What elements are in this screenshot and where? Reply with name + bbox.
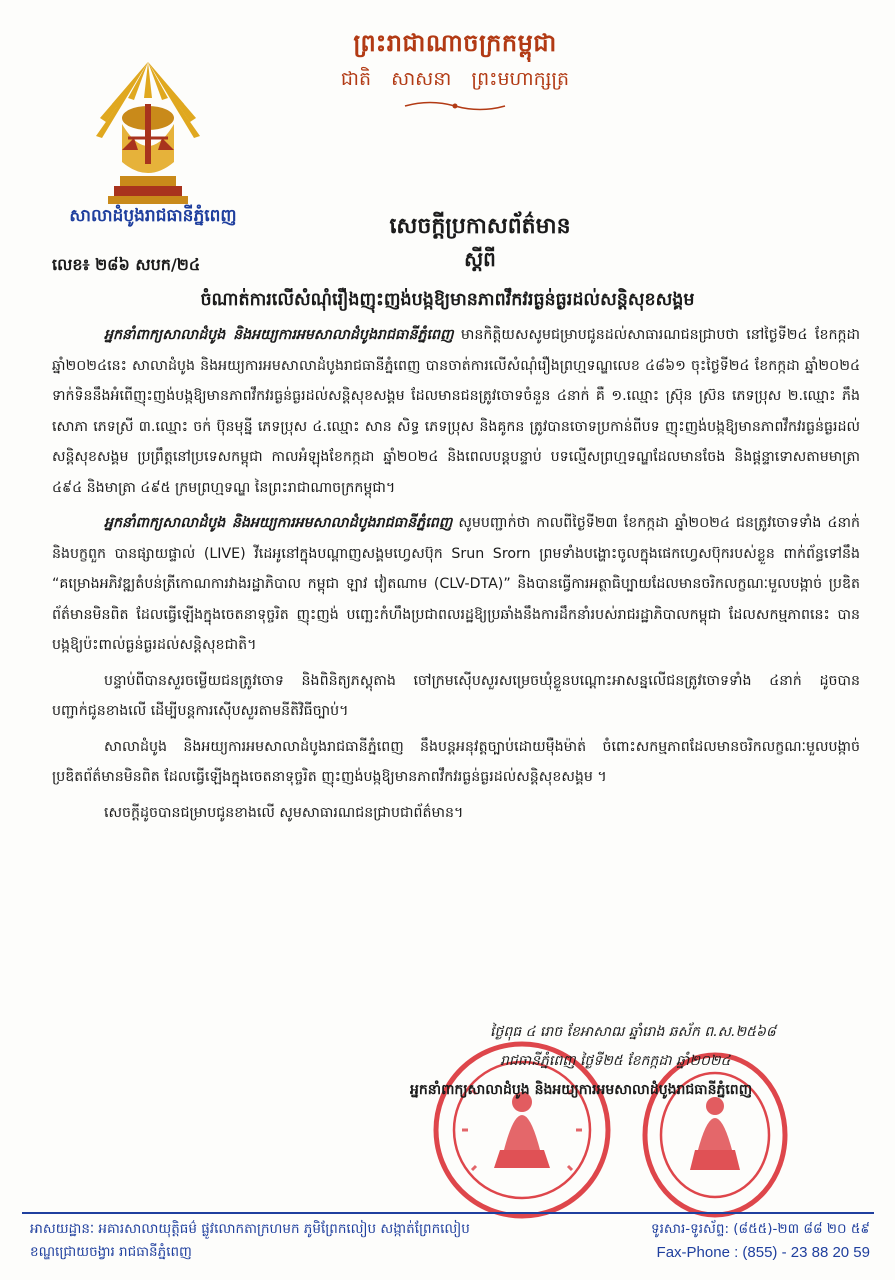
paragraph-lead: អ្នកនាំពាក្យសាលាដំបូង និងអយ្យការអមសាលាដំបូងរាជធានីភ្នំពេញ	[104, 515, 453, 531]
document-subject: ចំណាត់ការលើសំណុំរឿងញុះញង់បង្កឱ្យមានភាពវឹកវរធ្ងន់ធ្ងរដល់សន្ដិសុខសង្គម	[200, 290, 695, 310]
paragraph-5	[52, 798, 860, 829]
court-emblem-icon	[92, 58, 204, 208]
document-title: សេចក្ដីប្រកាសព័ត៌មាន	[389, 214, 571, 239]
paragraph-text: សេចក្ដីដូចបានជម្រាបជូនខាងលើ សូមសាធារណជនជ្រាបជាព័ត៌មាន។	[104, 804, 464, 821]
footer-contact	[600, 1218, 870, 1264]
paragraph-text: សាលាដំបូង និងអយ្យការអមសាលាដំបូងរាជធានីភ្នំពេញ នឹងបន្តអនុវត្តច្បាប់ដោយម៉ឺងម៉ាត់ ចំពោះសកម្មភាពដែលមានចរិកលក្ខណៈមួលបង្កាច់ ប្រឌិតព័ត៌មានមិនពិត ដែលធ្វើឡើងក្នុងចេតនាទុច្ចរិត ញុះញង់បង្កឱ្យមានភាពវឹកវរធ្ងន់ធ្ងរដល់សន្តិសុខសង្គម ។	[52, 738, 860, 785]
paragraph-1	[52, 320, 860, 503]
kingdom-name: ព្រះរាជាណាចក្រកម្ពុជា	[353, 29, 557, 57]
document-about: ស្ដីពី	[464, 247, 496, 271]
paragraph-text: បន្ទាប់ពីបានសួរចម្លើយជនត្រូវចោទ និងពិនិត្យភស្ដុតាង ចៅក្រមស៊ើបសួរសម្រេចឃុំខ្លួនបណ្ដោះអាសន្នលើជនត្រូវចោទទាំង ៤នាក់ ដូចបានបញ្ជាក់ជូនខាងលើ ដើម្បីបន្តការស៊ើបសួរតាមនីតិវិធីច្បាប់។	[52, 672, 860, 719]
fax-phone: Fax-Phone : (855) - 23 88 20 59	[656, 1244, 870, 1261]
reference-number: លេខ៖ ២៨៦ សបក/២៤	[52, 255, 201, 274]
footer-address	[30, 1218, 550, 1264]
paragraph-2	[52, 508, 860, 661]
address-line-1: អាសយដ្ឋានៈ អគារសាលាយុត្តិធម៌ ផ្លូវលោកតាក្រហមក ភូមិព្រែកលៀប សង្កាត់ព្រែកលៀប	[30, 1221, 470, 1237]
issue-date: រាជធានីភ្នំពេញ ថ្ងៃទី២៥ ខែកក្កដា ឆ្នាំ២០២៤	[500, 1053, 731, 1069]
signature-block	[410, 1018, 850, 1105]
court-name: សាលាដំបូងរាជធានីភ្នំពេញ	[69, 206, 237, 226]
footer-divider	[22, 1212, 874, 1214]
paragraph-lead: អ្នកនាំពាក្យសាលាដំបូង និងអយ្យការអមសាលាដំបូងរាជធានីភ្នំពេញ	[104, 327, 454, 343]
paragraph-4	[52, 732, 860, 793]
kingdom-header	[300, 28, 610, 117]
paragraph-text: មានកិត្តិយសសូមជម្រាបជូនដល់សាធារណជនជ្រាបថា នៅថ្ងៃទី២៤ ខែកក្កដា ឆ្នាំ២០២៤នេះ សាលាដំបូង និងអយ្យការអមសាលាដំបូងរាជធានីភ្នំពេញ បានចាត់ការលើសំណុំរឿងព្រហ្មទណ្ឌលេខ ៤៨៦១ ចុះថ្ងៃទី២៤ ខែកក្កដា ឆ្នាំ២០២៤ ទាក់ទិននឹងអំពើញុះញង់បង្កឱ្យមានភាពវឹកវរធ្ងន់ធ្ងរដល់សន្តិសុខសង្គម ដែលមានជនត្រូវចោទចំនួន ៤នាក់ គឺ ១.ឈ្មោះ ស្រ៊ុន ស្រ៊ន ភេទប្រុស ២.ឈ្មោះ ភឹង សោភា ភេទស្រី ៣.ឈ្មោះ ចក់ ប៊ុនមុន្នី ភេទប្រុស ៤.ឈ្មោះ សាន សិទ្ធ ភេទប្រុស និងគូកន ត្រូវបានចោទប្រកាន់ពីបទ ញុះញង់បង្កឱ្យមានភាពវឹកវរធ្ងន់ធ្ងរដល់សន្តិសុខសង្គម ប្រព្រឹត្តនៅប្រទេសកម្ពុជា កាលអំឡុងខែកក្កដា ឆ្នាំ២០២៤ និងពេលបន្តបន្ទាប់ បទល្មើសព្រហ្មទណ្ឌដែលមានចែង និងផ្ដន្ទាទោសតាមមាត្រា ៤៩៤ និងមាត្រា ៤៩៥ ក្រមព្រហ្មទណ្ឌ នៃព្រះរាជាណាចក្រកម្ពុជា។	[52, 327, 860, 496]
document-body	[52, 320, 860, 828]
paragraph-3	[52, 666, 860, 727]
address-line-2: ខណ្ឌជ្រោយចង្វារ រាជធានីភ្នំពេញ	[30, 1244, 192, 1260]
national-motto: ជាតិ សាសនា ព្រះមហាក្សត្រ	[340, 68, 570, 90]
paragraph-text: សូមបញ្ជាក់ថា កាលពីថ្ងៃទី២៣ ខែកក្កដា ឆ្នាំ២០២៤ ជនត្រូវចោទទាំង ៤នាក់ និងបក្ខពួក បានផ្សាយផ្ទាល់ (LIVE) វីដេអូនៅក្នុងបណ្ដាញសង្គមហ្វេសប៊ុក Srun Srorn ព្រមទាំងបង្ហោះចូលក្នុងផេកហ្វេសប៊ុករបស់ខ្លួន ពាក់ព័ន្ធទៅនឹង “គម្រោងអភិវឌ្ឍតំបន់ត្រីកោណការវាងរដ្ឋាភិបាល កម្ពុជា ឡាវ វៀតណាម (CLV-DTA)” និងបានធ្វើការអត្ថាធិប្បាយដែលមានចរិកលក្ខណៈមួលបង្កាច់ ប្រឌិតព័ត៌មានមិនពិត ដែលធ្វើឡើងក្នុងចេតនាទុច្ចរិត ញុះញង់ បញ្ឆេះកំហឹងប្រជាពលរដ្ឋឱ្យប្រឆាំងនឹងការដឹកនាំរបស់រាជរដ្ឋាភិបាលកម្ពុជា ដែលសកម្មភាពនេះ បានបង្កឱ្យប៉ះពាល់ធ្ងន់ធ្ងរដល់សន្តិសុខជាតិ។	[52, 515, 860, 653]
ornament-divider-icon	[395, 99, 515, 113]
signer-title: អ្នកនាំពាក្យសាលាដំបូង និងអយ្យការអមសាលាដំបូងរាជធានីភ្នំពេញ	[410, 1082, 753, 1098]
phone-khmer: ទូរសារ-ទូរស័ព្ទ: (៨៥៥)-២៣ ៨៨ ២០ ៥៩	[651, 1221, 870, 1237]
lunar-date: ថ្ងៃពុធ ៤ រោច ខែអាសាឍ ឆ្នាំរោង ឆស័ក ព.ស.២៥៦៨	[490, 1024, 776, 1040]
